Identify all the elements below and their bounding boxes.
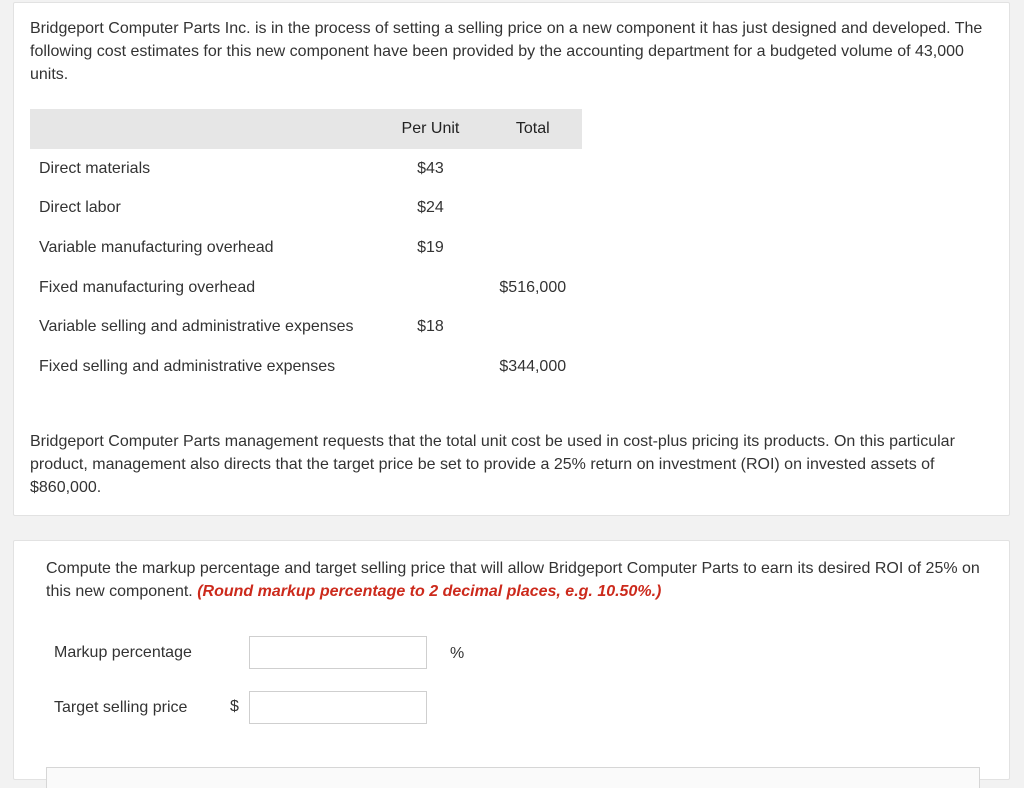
next-section-edge xyxy=(46,767,980,788)
question-text: Compute the markup percentage and target selling price that will allow Bridgeport Computer Parts to earn its desired ROI of 25% on this new component. xyxy=(46,560,980,600)
row-label: Fixed selling and administrative expenses xyxy=(39,357,336,375)
problem-intro: Bridgeport Computer Parts Inc. is in the process of setting a selling price on a new component it has just designed and developed. The following cost estimates for this new component have been provided by the accounting department for a budgeted volume of 43,000 units. xyxy=(30,20,983,83)
row-per-unit xyxy=(377,268,483,308)
row-label: Variable selling and administrative expenses xyxy=(39,318,354,336)
target-selling-price-input[interactable] xyxy=(249,691,427,724)
problem-card xyxy=(13,2,1010,516)
row-label: Direct labor xyxy=(39,199,121,217)
row-label: Variable manufacturing overhead xyxy=(39,238,274,256)
table-row xyxy=(30,347,582,387)
table-header-per-unit: Per Unit xyxy=(377,109,483,149)
percent-suffix: % xyxy=(450,645,465,662)
question-prompt xyxy=(46,557,991,603)
dollar-prefix: $ xyxy=(230,698,239,715)
row-label: Direct materials xyxy=(39,159,151,177)
table-row xyxy=(30,307,582,347)
row-total xyxy=(484,228,582,268)
row-per-unit: $19 xyxy=(417,238,444,256)
row-label: Fixed manufacturing overhead xyxy=(39,278,256,296)
row-per-unit xyxy=(377,347,483,387)
row-per-unit: $24 xyxy=(417,199,444,217)
row-total xyxy=(484,149,582,189)
table-header-label xyxy=(30,109,377,149)
cost-estimates-table xyxy=(30,109,582,387)
table-header-row xyxy=(30,109,582,149)
row-per-unit: $18 xyxy=(417,318,444,336)
row-total xyxy=(484,189,582,229)
row-per-unit: $43 xyxy=(417,159,444,177)
rounding-hint: (Round markup percentage to 2 decimal places, e.g. 10.50%.) xyxy=(197,583,662,600)
markup-percentage-input[interactable] xyxy=(249,636,427,669)
table-row xyxy=(30,149,582,189)
markup-percentage-label: Markup percentage xyxy=(54,644,192,661)
table-row xyxy=(30,189,582,229)
management-text: Bridgeport Computer Parts management requests that the total unit cost be used in cost-plus pricing its products. On this particular product, management also directs that the target price be set to provide a 25% return on investment (ROI) on invested assets of $860,000. xyxy=(30,433,955,496)
row-total: $516,000 xyxy=(499,278,567,296)
table-row xyxy=(30,268,582,308)
row-total: $344,000 xyxy=(499,357,567,375)
target-selling-price-label: Target selling price xyxy=(54,699,188,716)
table-row xyxy=(30,228,582,268)
question-card xyxy=(13,540,1010,780)
table-header-total: Total xyxy=(484,109,582,149)
row-total xyxy=(484,307,582,347)
